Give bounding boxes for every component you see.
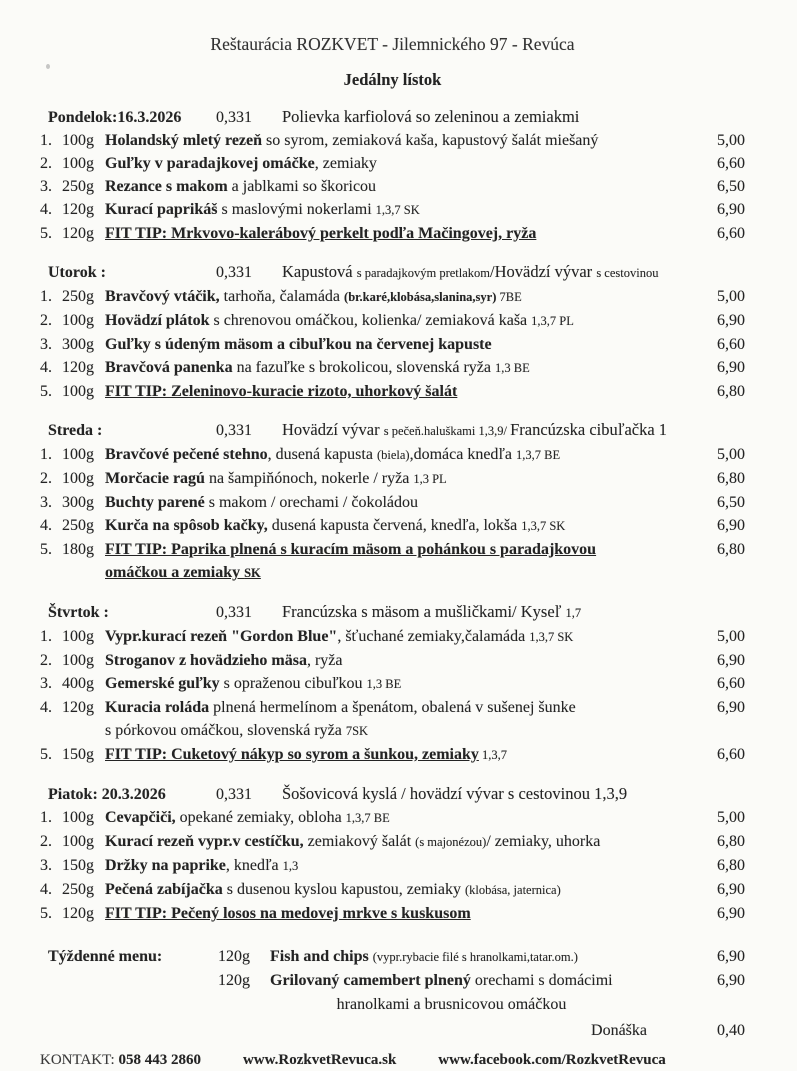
item-weight: 150g bbox=[62, 746, 94, 763]
item-price: 6,90 bbox=[717, 881, 745, 898]
item-description bbox=[105, 175, 697, 198]
soup-portion: 0,331 bbox=[216, 422, 252, 439]
menu-item-row bbox=[40, 356, 745, 380]
weekly-menu-label: Týždenné menu: bbox=[48, 948, 163, 965]
text-segment: Holandský mletý rezeň bbox=[105, 132, 263, 149]
day-header bbox=[40, 260, 745, 285]
item-price: 6,60 bbox=[717, 225, 745, 242]
text-segment: Kurací paprikáš bbox=[105, 201, 218, 218]
item-price: 6,50 bbox=[717, 178, 745, 195]
menu-item-row bbox=[40, 538, 745, 585]
item-description bbox=[105, 443, 697, 467]
item-price: 6,90 bbox=[717, 972, 745, 989]
item-number: 5. bbox=[40, 225, 52, 242]
item-number: 4. bbox=[40, 201, 52, 218]
item-description bbox=[105, 672, 697, 696]
item-description bbox=[270, 969, 697, 1017]
item-description bbox=[105, 129, 697, 152]
item-number: 2. bbox=[40, 470, 52, 487]
item-description bbox=[105, 902, 697, 925]
item-price: 6,90 bbox=[717, 201, 745, 218]
item-number: 1. bbox=[40, 288, 52, 305]
item-number: 3. bbox=[40, 494, 52, 511]
item-description bbox=[270, 945, 697, 969]
text-segment: FIT TIP: Mrkvovo-kalerábový perkelt podľa Mačingovej, ryža bbox=[105, 225, 537, 242]
text-segment: Guľky s údeným mäsom a cibuľkou na červenej kapuste bbox=[105, 336, 492, 353]
text-segment: Polievka karfiolová so zeleninou a zemiakmi bbox=[282, 107, 580, 126]
text-segment: Kapustová bbox=[282, 262, 357, 281]
item-description bbox=[105, 285, 697, 309]
menu-item-row bbox=[40, 514, 745, 538]
menu-item-row bbox=[40, 830, 745, 854]
text-segment: 1,3,7 PL bbox=[531, 314, 574, 328]
text-segment: Bravčové pečené stehno bbox=[105, 446, 268, 463]
phone-number: 058 443 2860 bbox=[118, 1052, 201, 1068]
item-weight: 100g bbox=[62, 383, 94, 400]
text-segment: Pečená zabíjačka bbox=[105, 881, 223, 898]
text-segment: SK bbox=[244, 566, 261, 580]
item-number: 5. bbox=[40, 541, 52, 558]
text-segment: Hovädzí plátok bbox=[105, 312, 210, 329]
weekly-menu-row bbox=[40, 969, 745, 1017]
text-segment: FIT TIP: Cuketový nákyp so syrom a šunkou, zemiaky bbox=[105, 746, 479, 763]
item-description bbox=[105, 467, 697, 491]
text-segment: 1,3,7 SK bbox=[521, 519, 566, 533]
menu-heading: Jedálny lístok bbox=[343, 70, 442, 89]
text-segment: 1,3 bbox=[282, 859, 299, 873]
menu-item-row bbox=[40, 806, 745, 830]
menu-item-row bbox=[40, 491, 745, 514]
day-header bbox=[40, 600, 745, 625]
text-segment: dusená kapusta červená, knedľa, lokša bbox=[267, 517, 522, 534]
menu-item-row bbox=[40, 467, 745, 491]
text-segment: a jablkami so škoricou bbox=[227, 178, 377, 195]
item-weight: 120g bbox=[62, 699, 94, 716]
text-segment: , dusená kapusta bbox=[267, 446, 377, 463]
item-number: 2. bbox=[40, 155, 52, 172]
text-segment: 7SK bbox=[345, 724, 369, 738]
soup-of-the-day bbox=[282, 600, 745, 625]
text-segment: , zemiaky bbox=[314, 155, 377, 172]
item-price: 6,80 bbox=[717, 470, 745, 487]
item-number: 3. bbox=[40, 178, 52, 195]
item-price: 6,60 bbox=[717, 155, 745, 172]
menu-item-row bbox=[40, 152, 745, 175]
weekly-rows bbox=[40, 945, 745, 1017]
text-segment: Bravčový vtáčik, bbox=[105, 288, 220, 305]
text-segment: Kuracia roláda bbox=[105, 699, 210, 716]
item-weight: 100g bbox=[62, 446, 94, 463]
item-price: 5,00 bbox=[717, 132, 745, 149]
item-description bbox=[105, 854, 697, 878]
text-segment: plnená hermelínom a špenátom, obalená v sušenej šunke bbox=[209, 699, 576, 716]
item-weight: 150g bbox=[62, 857, 94, 874]
item-description bbox=[105, 878, 697, 902]
text-segment: s pórkovou omáčkou, slovenská ryža bbox=[105, 722, 346, 739]
item-description bbox=[105, 198, 697, 222]
soup-portion: 0,331 bbox=[216, 786, 252, 803]
item-weight: 250g bbox=[62, 178, 94, 195]
item-price: 5,00 bbox=[717, 288, 745, 305]
item-number: 1. bbox=[40, 809, 52, 826]
day-label: Pondelok:16.3.2026 bbox=[48, 109, 182, 126]
item-weight: 120g bbox=[62, 359, 94, 376]
day-label: Streda : bbox=[48, 422, 103, 439]
item-description bbox=[105, 743, 697, 767]
text-segment: 1,3 BE bbox=[366, 677, 402, 691]
item-number: 2. bbox=[40, 833, 52, 850]
item-weight: 120g bbox=[62, 225, 94, 242]
menu-item-row bbox=[40, 625, 745, 649]
text-segment: s cestovinou bbox=[596, 266, 659, 280]
item-price: 6,90 bbox=[717, 948, 745, 965]
text-segment: Buchty parené bbox=[105, 494, 205, 511]
text-segment: (vypr.rybacie filé s hranolkami,tatar.om.) bbox=[372, 950, 578, 964]
menu-item-row bbox=[40, 854, 745, 878]
text-segment: , knedľa bbox=[225, 857, 283, 874]
item-price: 6,80 bbox=[717, 541, 745, 558]
item-weight: 400g bbox=[62, 675, 94, 692]
item-number: 4. bbox=[40, 517, 52, 534]
menu-item-row bbox=[40, 333, 745, 356]
text-segment: /Hovädzí vývar bbox=[490, 262, 597, 281]
menu-item-row bbox=[40, 309, 745, 333]
menu-item-row bbox=[40, 222, 745, 245]
item-price: 5,00 bbox=[717, 446, 745, 463]
menu-item-row bbox=[40, 743, 745, 767]
website-url: www.RozkvetRevuca.sk bbox=[242, 1052, 397, 1068]
item-description bbox=[105, 806, 697, 830]
text-segment: 1,3,7 BE bbox=[345, 811, 390, 825]
text-segment: hranolkami a brusnicovou omáčkou bbox=[336, 996, 567, 1013]
text-segment: (klobása, jaternica) bbox=[464, 883, 561, 897]
text-segment: s opraženou cibuľkou bbox=[219, 675, 367, 692]
menu-item-row bbox=[40, 649, 745, 672]
text-segment: FIT TIP: Zeleninovo-kuracie rizoto, uhorkový šalát bbox=[105, 383, 458, 400]
day-header bbox=[40, 782, 745, 806]
item-number: 5. bbox=[40, 905, 52, 922]
item-description bbox=[105, 649, 697, 672]
text-segment: Držky na paprike bbox=[105, 857, 226, 874]
item-number: 3. bbox=[40, 675, 52, 692]
item-number: 2. bbox=[40, 312, 52, 329]
item-weight: 100g bbox=[62, 628, 94, 645]
text-segment: Fish and chips bbox=[270, 948, 373, 965]
item-number: 5. bbox=[40, 746, 52, 763]
soup-portion: 0,331 bbox=[216, 264, 252, 281]
item-weight: 120g bbox=[62, 905, 94, 922]
item-number: 1. bbox=[40, 132, 52, 149]
text-segment: ,domáca knedľa bbox=[409, 446, 517, 463]
item-price: 6,90 bbox=[717, 905, 745, 922]
item-weight: 100g bbox=[62, 652, 94, 669]
text-segment: Gemerské guľky bbox=[105, 675, 220, 692]
day-label: Piatok: 20.3.2026 bbox=[48, 786, 166, 803]
item-weight: 180g bbox=[62, 541, 94, 558]
text-segment: 7BE bbox=[496, 290, 522, 304]
menu-item-row bbox=[40, 380, 745, 403]
soup-portion: 0,331 bbox=[216, 604, 252, 621]
soup-of-the-day bbox=[282, 260, 745, 285]
item-number: 3. bbox=[40, 336, 52, 353]
item-description bbox=[105, 538, 697, 585]
item-description bbox=[105, 222, 697, 245]
text-segment: Bravčová panenka bbox=[105, 359, 233, 376]
menu-item-row bbox=[40, 175, 745, 198]
text-segment: Grilovaný camembert plnený bbox=[270, 972, 471, 989]
item-number: 4. bbox=[40, 699, 52, 716]
item-price: 6,60 bbox=[717, 746, 745, 763]
text-segment: s maslovými nokerlami bbox=[217, 201, 376, 218]
item-weight: 300g bbox=[62, 336, 94, 353]
item-description bbox=[105, 380, 697, 403]
text-segment: Vypr.kurací rezeň "Gordon Blue" bbox=[105, 628, 338, 645]
text-segment: s makom / orechami / čokoládou bbox=[204, 494, 418, 511]
item-description bbox=[105, 696, 697, 743]
weekly-menu-section bbox=[40, 945, 745, 1043]
text-segment: , ryža bbox=[306, 652, 343, 669]
menu-item-row bbox=[40, 878, 745, 902]
facebook-url: www.facebook.com/RozkvetRevuca bbox=[438, 1052, 666, 1068]
item-number: 4. bbox=[40, 881, 52, 898]
text-segment: 1,3,7 BE bbox=[516, 448, 561, 462]
item-description bbox=[105, 830, 697, 854]
text-segment: s chrenovou omáčkou, kolienka/ zemiaková kaša bbox=[209, 312, 532, 329]
menu-item-row bbox=[40, 902, 745, 925]
item-description bbox=[105, 491, 697, 514]
item-price: 6,80 bbox=[717, 833, 745, 850]
item-weight: 100g bbox=[62, 312, 94, 329]
item-weight: 100g bbox=[62, 155, 94, 172]
item-weight: 100g bbox=[62, 132, 94, 149]
text-segment: tarhoňa, čalamáda bbox=[219, 288, 345, 305]
item-weight: 100g bbox=[62, 809, 94, 826]
text-segment: (biela) bbox=[376, 448, 410, 462]
contact-label: KONTAKT: bbox=[40, 1052, 115, 1068]
item-number: 1. bbox=[40, 446, 52, 463]
item-price: 6,90 bbox=[717, 312, 745, 329]
day-label: Utorok : bbox=[48, 264, 106, 281]
delivery-row bbox=[40, 1019, 745, 1043]
day-header bbox=[40, 105, 745, 129]
item-weight: 250g bbox=[62, 288, 94, 305]
text-segment: (br.karé,klobása,slanina,syr) bbox=[344, 290, 497, 304]
text-segment: Kurací rezeň vypr.v cestíčku, bbox=[105, 833, 304, 850]
menu-item-row bbox=[40, 198, 745, 222]
day-section bbox=[40, 418, 745, 585]
text-segment: FIT TIP: Pečený losos na medovej mrkve s kuskusom bbox=[105, 905, 471, 922]
item-number: 4. bbox=[40, 359, 52, 376]
weekly-menu-row bbox=[40, 945, 745, 969]
item-description bbox=[105, 333, 697, 356]
item-weight: 120g bbox=[218, 972, 250, 989]
text-segment: 1,3,7 bbox=[478, 748, 507, 762]
menu-item-row bbox=[40, 672, 745, 696]
item-weight: 250g bbox=[62, 517, 94, 534]
text-segment: so syrom, zemiaková kaša, kapustový šalát miešaný bbox=[262, 132, 599, 149]
text-segment: s paradajkovým pretlakom bbox=[356, 266, 490, 280]
item-price: 5,00 bbox=[717, 628, 745, 645]
text-segment: opekané zemiaky, obloha bbox=[175, 809, 346, 826]
item-weight: 300g bbox=[62, 494, 94, 511]
item-price: 6,50 bbox=[717, 494, 745, 511]
text-segment: 1,7 bbox=[565, 606, 582, 620]
item-number: 3. bbox=[40, 857, 52, 874]
item-description bbox=[105, 625, 697, 649]
contact-footer bbox=[40, 1049, 745, 1071]
menu-item-row bbox=[40, 443, 745, 467]
text-segment: FIT TIP: Paprika plnená s kuracím mäsom a pohánkou s paradajkovou bbox=[105, 541, 597, 558]
text-segment: (s majonézou) bbox=[415, 835, 487, 849]
restaurant-title: Reštaurácia ROZKVET - Jilemnického 97 - Revúca bbox=[210, 34, 575, 54]
text-segment: Šošovicová kyslá / hovädzí vývar s cestovinou 1,3,9 bbox=[282, 784, 628, 803]
item-price: 6,90 bbox=[717, 699, 745, 716]
item-description bbox=[105, 514, 697, 538]
day-section bbox=[40, 782, 745, 925]
text-segment: , šťuchané zemiaky,čalamáda bbox=[337, 628, 530, 645]
menu-item-row bbox=[40, 129, 745, 152]
text-segment: Francúzska s mäsom a mušličkami/ Kyseľ bbox=[282, 602, 566, 621]
text-segment: Morčacie ragú bbox=[105, 470, 205, 487]
text-segment: 1,3 PL bbox=[413, 472, 447, 486]
item-price: 5,00 bbox=[717, 809, 745, 826]
text-segment: 1,3,7 SK bbox=[375, 203, 420, 217]
item-price: 6,90 bbox=[717, 517, 745, 534]
soup-portion: 0,331 bbox=[216, 109, 252, 126]
text-segment: s pečeň.haluškami 1,3,9/ bbox=[383, 424, 511, 438]
day-header bbox=[40, 418, 745, 443]
text-segment: Cevapčiči, bbox=[105, 809, 176, 826]
text-segment: 1,3 BE bbox=[495, 361, 530, 375]
day-section bbox=[40, 260, 745, 403]
item-price: 6,80 bbox=[717, 383, 745, 400]
text-segment: na fazuľke s brokolicou, slovenská ryža bbox=[232, 359, 495, 376]
item-number: 2. bbox=[40, 652, 52, 669]
text-segment: Hovädzí vývar bbox=[282, 420, 384, 439]
soup-of-the-day bbox=[282, 105, 745, 128]
delivery-label: Donáška bbox=[591, 1022, 647, 1039]
item-number: 1. bbox=[40, 628, 52, 645]
item-price: 6,90 bbox=[717, 359, 745, 376]
text-segment: Kurča na spôsob kačky, bbox=[105, 517, 268, 534]
soup-of-the-day bbox=[282, 418, 745, 443]
text-segment: zemiakový šalát bbox=[303, 833, 416, 850]
text-segment: Francúzska cibuľačka 1 bbox=[510, 420, 668, 439]
item-price: 6,60 bbox=[717, 675, 745, 692]
text-segment: omáčkou a zemiaky bbox=[105, 564, 245, 581]
item-price: 6,90 bbox=[717, 652, 745, 669]
soup-of-the-day bbox=[282, 782, 745, 805]
day-label: Štvrtok : bbox=[48, 604, 109, 621]
text-segment: na šampiňónoch, nokerle / ryža bbox=[204, 470, 414, 487]
item-description bbox=[105, 356, 697, 380]
delivery-price: 0,40 bbox=[717, 1022, 745, 1039]
item-number: 5. bbox=[40, 383, 52, 400]
contact-block bbox=[40, 1049, 201, 1071]
item-price: 6,80 bbox=[717, 857, 745, 874]
menu-item-row bbox=[40, 696, 745, 743]
text-segment: s dusenou kyslou kapustou, zemiaky bbox=[222, 881, 465, 898]
item-weight: 120g bbox=[218, 948, 250, 965]
text-segment: 1,3,7 SK bbox=[529, 630, 574, 644]
text-segment: Stroganov z hovädzieho mäsa bbox=[105, 652, 307, 669]
text-segment: / zemiaky, uhorka bbox=[486, 833, 601, 850]
item-weight: 100g bbox=[62, 833, 94, 850]
day-section bbox=[40, 600, 745, 767]
text-segment: Rezance s makom bbox=[105, 178, 228, 195]
text-segment: orechami s domácimi bbox=[470, 972, 613, 989]
day-section bbox=[40, 105, 745, 245]
item-price: 6,60 bbox=[717, 336, 745, 353]
menu-item-row bbox=[40, 285, 745, 309]
item-weight: 120g bbox=[62, 201, 94, 218]
text-segment: Guľky v paradajkovej omáčke bbox=[105, 155, 315, 172]
day-sections bbox=[40, 105, 745, 925]
item-weight: 250g bbox=[62, 881, 94, 898]
item-description bbox=[105, 309, 697, 333]
item-description bbox=[105, 152, 697, 175]
item-weight: 100g bbox=[62, 470, 94, 487]
scan-speck bbox=[46, 64, 50, 69]
